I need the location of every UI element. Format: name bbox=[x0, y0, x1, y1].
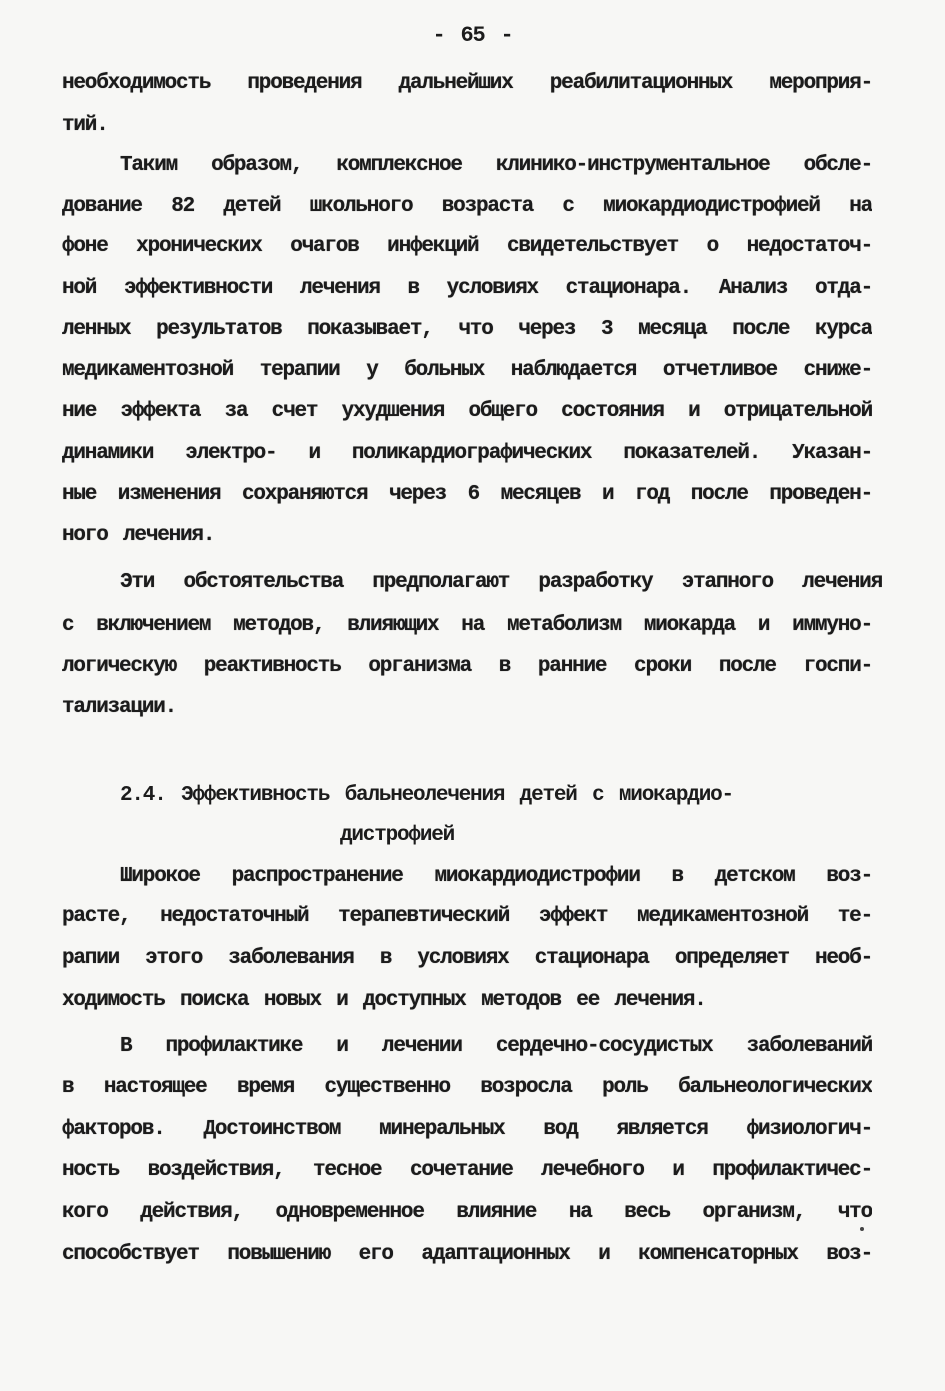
text-line: ной эффективности лечения в условиях стационара. Анализ отда- bbox=[62, 277, 872, 300]
text-line: тий. bbox=[62, 114, 108, 137]
section-heading: 2.4. Эффективность бальнеолечения детей с миокардио- bbox=[120, 784, 733, 807]
text-line: ние эффекта за счет ухудшения общего состояния и отрицательной bbox=[62, 400, 872, 423]
text-line: фоне хронических очагов инфекций свидетельствует о недостаточ- bbox=[62, 235, 872, 258]
section-heading-continuation: дистрофией bbox=[340, 824, 455, 847]
text-line: ность воздействия, тесное сочетание лечебного и профилактичес- bbox=[62, 1159, 872, 1182]
text-line: факторов. Достоинством минеральных вод является физиологич- bbox=[62, 1118, 872, 1141]
text-line: Таким образом, комплексное клинико-инструментальное обсле- bbox=[120, 154, 872, 177]
text-line: динамики электро- и поликардиографических показателей. Указан- bbox=[62, 442, 872, 465]
text-line: необходимость проведения дальнейших реабилитационных мероприя- bbox=[62, 72, 872, 95]
text-line: В профилактике и лечении сердечно-сосудистых заболеваний bbox=[120, 1035, 872, 1058]
text-line: ходимость поиска новых и доступных методов ее лечения. bbox=[62, 989, 706, 1012]
text-line: ного лечения. bbox=[62, 524, 215, 547]
text-line: рапии этого заболевания в условиях стационара определяет необ- bbox=[62, 947, 872, 970]
text-line: логическую реактивность организма в ранние сроки после госпи- bbox=[62, 655, 872, 678]
text-line: расте, недостаточный терапевтический эффект медикаментозной те- bbox=[62, 905, 872, 928]
text-line: Широкое распространение миокардиодистрофии в детском воз- bbox=[120, 865, 872, 888]
text-line: Эти обстоятельства предполагают разработку этапного лечения bbox=[120, 571, 882, 594]
text-line: ные изменения сохраняются через 6 месяцев и год после проведен- bbox=[62, 483, 872, 506]
scan-speck bbox=[860, 1227, 864, 1231]
text-line: ленных результатов показывает, что через 3 месяца после курса bbox=[62, 318, 872, 341]
text-line: в настоящее время существенно возросла роль бальнеологических bbox=[62, 1076, 872, 1099]
text-line: тализации. bbox=[62, 696, 177, 719]
page-number: - 65 - bbox=[432, 23, 513, 48]
text-line: кого действия, одновременное влияние на весь организм, что bbox=[62, 1201, 872, 1224]
text-line: медикаментозной терапии у больных наблюдается отчетливое сниже- bbox=[62, 359, 872, 382]
text-line: дование 82 детей школьного возраста с миокардиодистрофией на bbox=[62, 195, 872, 218]
text-line: с включением методов, влияющих на метаболизм миокарда и иммуно- bbox=[62, 614, 872, 637]
text-line: способствует повышению его адаптационных и компенсаторных воз- bbox=[62, 1243, 872, 1266]
